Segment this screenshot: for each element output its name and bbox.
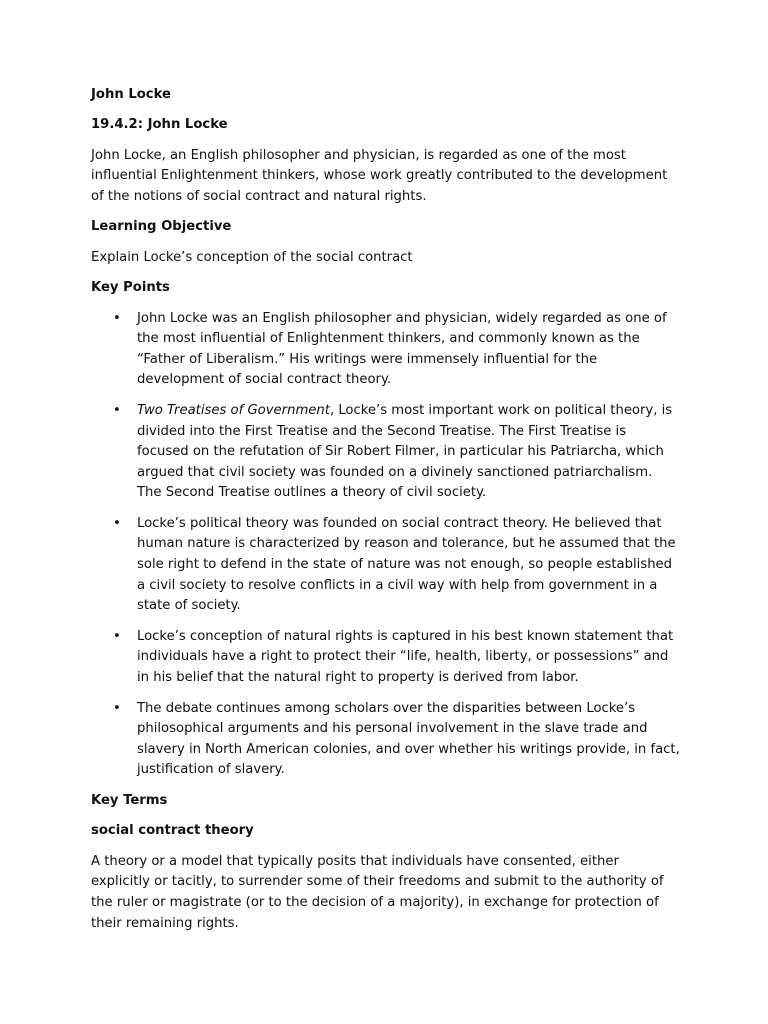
bullet-icon: • <box>113 700 121 716</box>
list-item <box>91 309 681 391</box>
list-item <box>91 627 681 689</box>
key-point-text: , Locke’s most important work on political theory, is divided into the First Treatise and the Second Treatise. The First Treatise is focused on the refutation of Sir Robert Filmer, in particular his Patriarcha, which argued that civil society was founded on a divinely sanctioned patriarchalism. The Second Treatise outlines a theory of civil society. <box>137 402 673 501</box>
key-points-list <box>91 309 681 781</box>
key-terms-heading: Key Terms <box>91 793 168 808</box>
document-title: John Locke <box>91 87 171 102</box>
key-point-text: The debate continues among scholars over the disparities between Locke’s philosophical arguments and his personal involvement in the slave trade and slavery in North American colonies, and over whether his writings provide, in fact, justification of slavery. <box>137 700 680 778</box>
learning-objective-text: Explain Locke’s conception of the social contract <box>91 249 413 265</box>
key-point-text: John Locke was an English philosopher and physician, widely regarded as one of the most influential of Enlightenment thinkers, and commonly known as the “Father of Liberalism.” His writings were immensely influential for the development of social contract theory. <box>137 310 667 388</box>
bullet-icon: • <box>113 402 121 418</box>
intro-paragraph: John Locke, an English philosopher and physician, is regarded as one of the most influential Enlightenment thinkers, whose work greatly contributed to the development of the notions of social contract and natural rights. <box>91 147 668 204</box>
document-page <box>91 85 681 944</box>
bullet-icon: • <box>113 628 121 644</box>
key-point-text: Locke’s conception of natural rights is captured in his best known statement that individuals have a right to protect their “life, health, liberty, or possessions” and in his belief that the natural right to property is derived from labor. <box>137 628 674 686</box>
book-title-italic: Two Treatises of Government <box>137 402 330 418</box>
section-heading: 19.4.2: John Locke <box>91 117 228 133</box>
bullet-icon: • <box>113 310 121 326</box>
learning-objective-heading: Learning Objective <box>91 219 232 235</box>
list-item <box>91 401 681 504</box>
key-term-name: social contract theory <box>91 823 254 839</box>
key-points-heading: Key Points <box>91 280 170 296</box>
key-term-definition: A theory or a model that typically posits that individuals have consented, either explicitly or tacitly, to surrender some of their freedoms and submit to the authority of the ruler or magistrate (or to the decision of a majority), in exchange for protection of their remaining rights. <box>91 853 664 931</box>
key-point-text: Locke’s political theory was founded on social contract theory. He believed that human nature is characterized by reason and tolerance, but he assumed that the sole right to defend in the state of nature was not enough, so people established a civil society to resolve conflicts in a civil way with help from government in a state of society. <box>137 515 676 614</box>
list-item <box>91 514 681 617</box>
bullet-icon: • <box>113 515 121 531</box>
list-item <box>91 699 681 781</box>
